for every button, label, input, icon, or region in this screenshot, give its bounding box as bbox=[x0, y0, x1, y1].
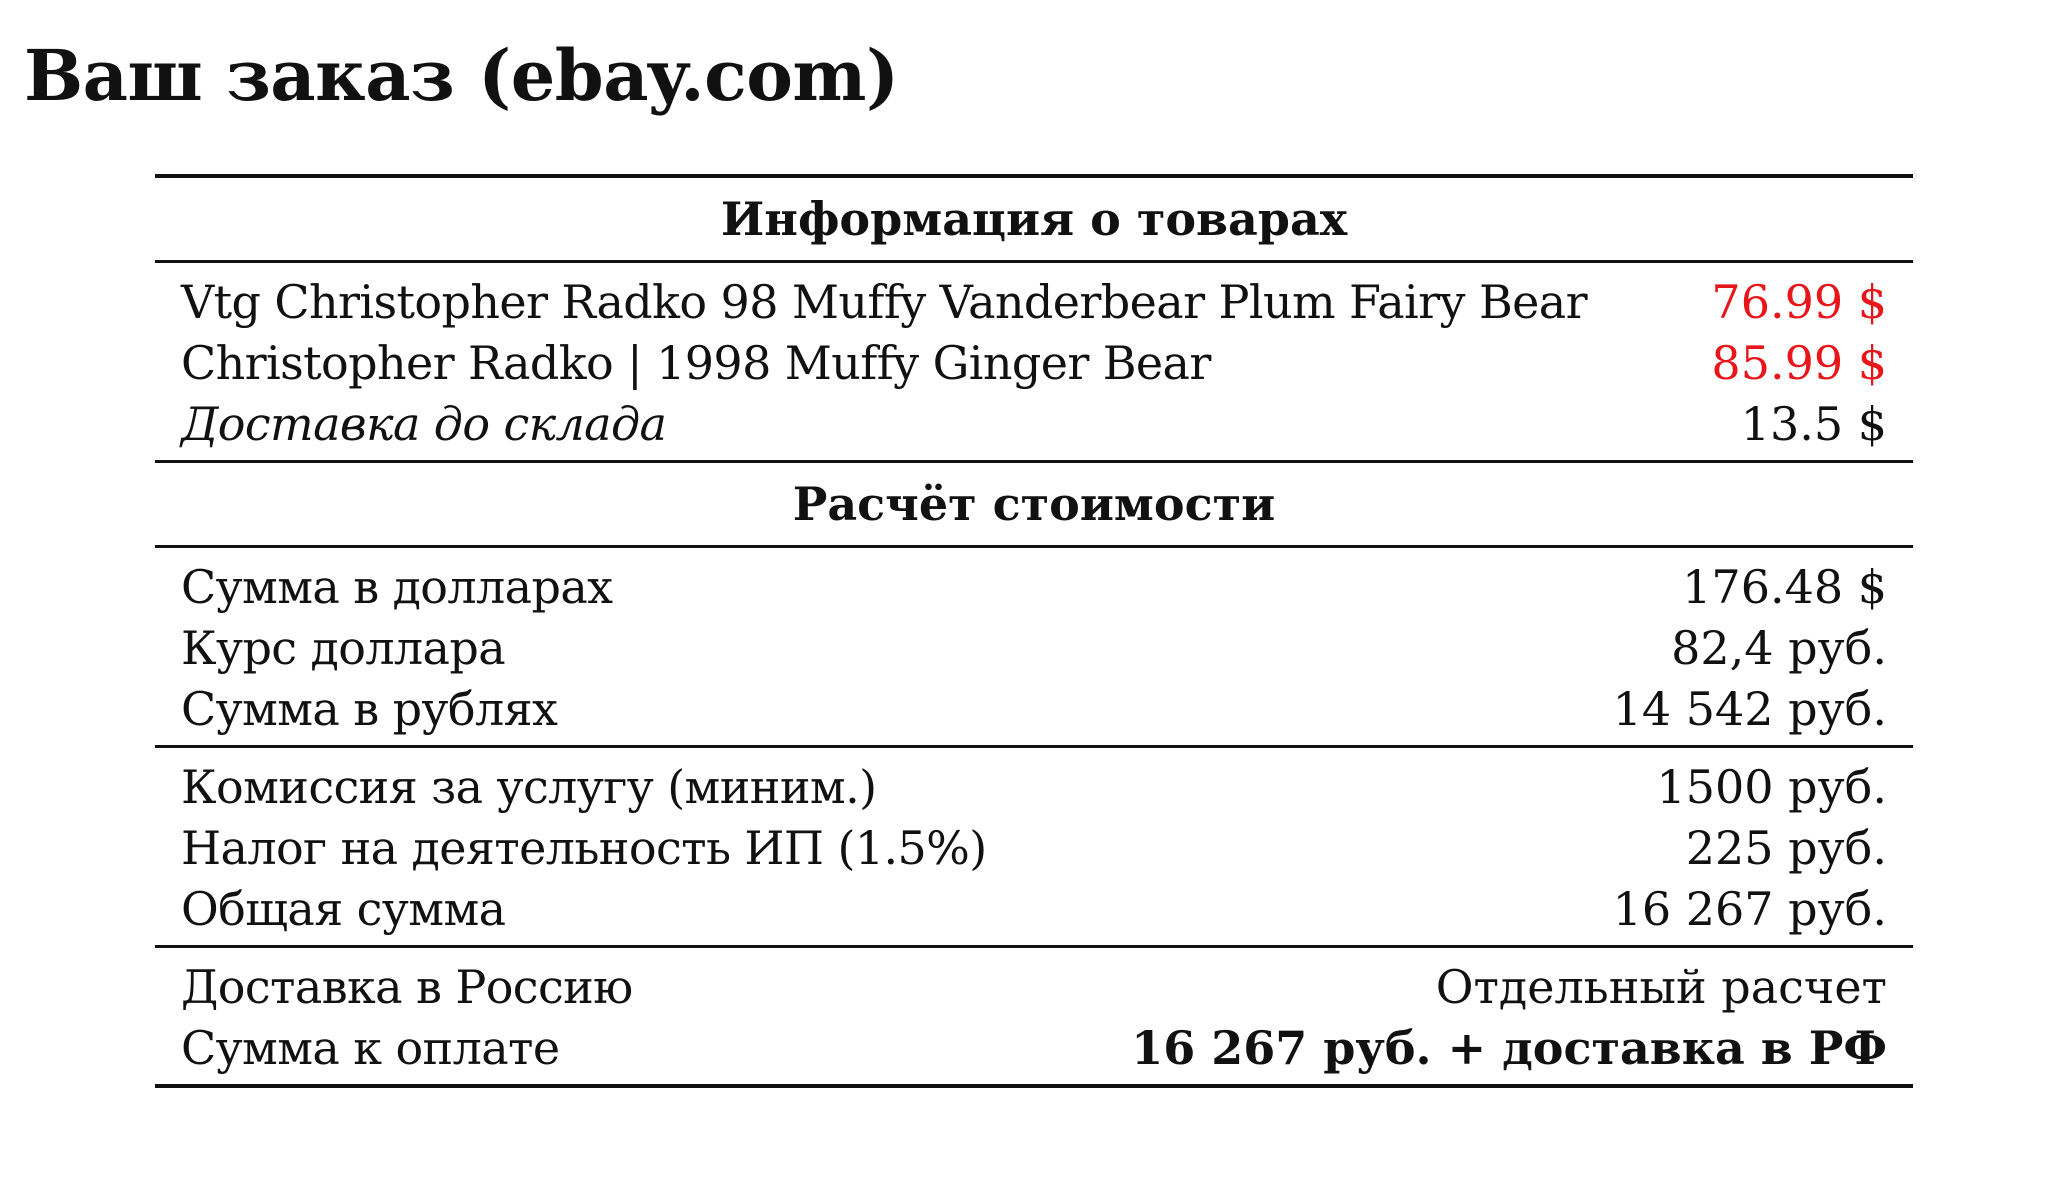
service-fee-value: 1500 руб. bbox=[1656, 759, 1887, 814]
sum-usd-value: 176.48 $ bbox=[1682, 559, 1887, 614]
tax-label: Налог на деятельность ИП (1.5%) bbox=[181, 820, 987, 875]
total-label: Общая сумма bbox=[181, 881, 506, 936]
table-bottom-rule bbox=[155, 1084, 1913, 1088]
warehouse-shipping-value: 13.5 $ bbox=[1740, 396, 1887, 451]
sum-rub-label: Сумма в рублях bbox=[181, 681, 558, 736]
final-group bbox=[155, 948, 1913, 1084]
product-name: Vtg Christopher Radko 98 Muffy Vanderbear Plum Fairy Bear bbox=[181, 274, 1587, 329]
exchange-rate-value: 82,4 руб. bbox=[1671, 620, 1887, 675]
product-row bbox=[155, 332, 1913, 393]
product-price: 85.99 $ bbox=[1711, 335, 1887, 390]
cost-section-heading: Расчёт стоимости bbox=[792, 477, 1276, 531]
amount-due-value: 16 267 руб. + доставка в РФ bbox=[1131, 1020, 1887, 1075]
order-summary-table bbox=[155, 174, 1913, 1088]
conversion-group bbox=[155, 548, 1913, 745]
tax-value: 225 руб. bbox=[1685, 820, 1887, 875]
exchange-rate-row bbox=[155, 617, 1913, 678]
products-list bbox=[155, 263, 1913, 460]
exchange-rate-label: Курс доллара bbox=[181, 620, 506, 675]
warehouse-shipping-row bbox=[155, 393, 1913, 454]
sum-usd-label: Сумма в долларах bbox=[181, 559, 613, 614]
amount-due-label: Сумма к оплате bbox=[181, 1020, 560, 1075]
fees-group bbox=[155, 748, 1913, 945]
total-row bbox=[155, 878, 1913, 939]
product-row bbox=[155, 271, 1913, 332]
products-section-heading: Информация о товарах bbox=[720, 192, 1348, 246]
page-title: Ваш заказ (ebay.com) bbox=[24, 34, 899, 117]
service-fee-row bbox=[155, 756, 1913, 817]
tax-row bbox=[155, 817, 1913, 878]
sum-rub-row bbox=[155, 678, 1913, 739]
product-price: 76.99 $ bbox=[1711, 274, 1887, 329]
warehouse-shipping-label: Доставка до склада bbox=[181, 396, 667, 451]
sum-usd-row bbox=[155, 556, 1913, 617]
product-name: Christopher Radko | 1998 Muffy Ginger Bear bbox=[181, 335, 1211, 390]
russia-shipping-label: Доставка в Россию bbox=[181, 959, 633, 1014]
sum-rub-value: 14 542 руб. bbox=[1612, 681, 1887, 736]
russia-shipping-value: Отдельный расчет bbox=[1435, 959, 1887, 1014]
service-fee-label: Комиссия за услугу (миним.) bbox=[181, 759, 877, 814]
total-value: 16 267 руб. bbox=[1612, 881, 1887, 936]
russia-shipping-row bbox=[155, 956, 1913, 1017]
amount-due-row bbox=[155, 1017, 1913, 1078]
